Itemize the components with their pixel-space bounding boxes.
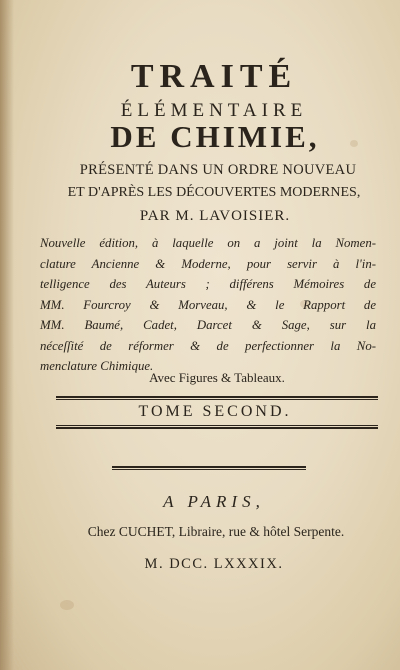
edition-description <box>40 233 376 377</box>
rule-bottom-thin <box>56 425 378 426</box>
description-line: MM. Baumé, Cadet, Darcet & Sage, sur la <box>40 318 376 332</box>
page-edge-shadow <box>0 0 14 670</box>
volume-label: TOME SECOND. <box>138 403 292 420</box>
description-line: telligence des Auteurs ; différens Mémoires de <box>40 277 376 291</box>
title-elementaire: ÉLÉMENTAIRE <box>120 100 308 121</box>
description-line: Nouvelle édition, à laquelle on a joint la Nomen- <box>40 236 376 250</box>
rule-top-thick <box>56 396 378 398</box>
imprint-publisher: Chez CUCHET, Libraire, rue & hôtel Serpente. <box>87 524 345 539</box>
description-line: MM. Fourcroy & Morveau, & le Rapport de <box>40 297 376 312</box>
figures-note: Avec Figures & Tableaux. <box>149 370 285 385</box>
foxing-spot <box>60 600 74 610</box>
description-line: clature Ancienne & Moderne, pour servir à l'in- <box>40 256 376 271</box>
subtitle-line-1: PRÉSENTÉ DANS UN ORDRE NOUVEAU <box>79 162 357 178</box>
description-line: menclature Chimique. <box>40 359 154 373</box>
description-line: néceſſité de réformer & de perfectionner la No- <box>40 338 376 353</box>
imprint-year: M. DCC. LXXXIX. <box>144 556 284 572</box>
imprint-place: A PARIS, <box>163 492 265 511</box>
subtitle-line-2: ET D'APRÈS LES DÉCOUVERTES MODERNES, <box>67 185 361 200</box>
ornament-rule <box>112 466 306 470</box>
author-line: PAR M. LAVOISIER. <box>139 208 291 224</box>
title-de-chimie: DE CHIMIE, <box>110 119 320 154</box>
rule-top-thin <box>56 399 378 400</box>
title-traite: TRAITÉ <box>130 58 298 95</box>
rule-bottom-thick <box>56 427 378 429</box>
